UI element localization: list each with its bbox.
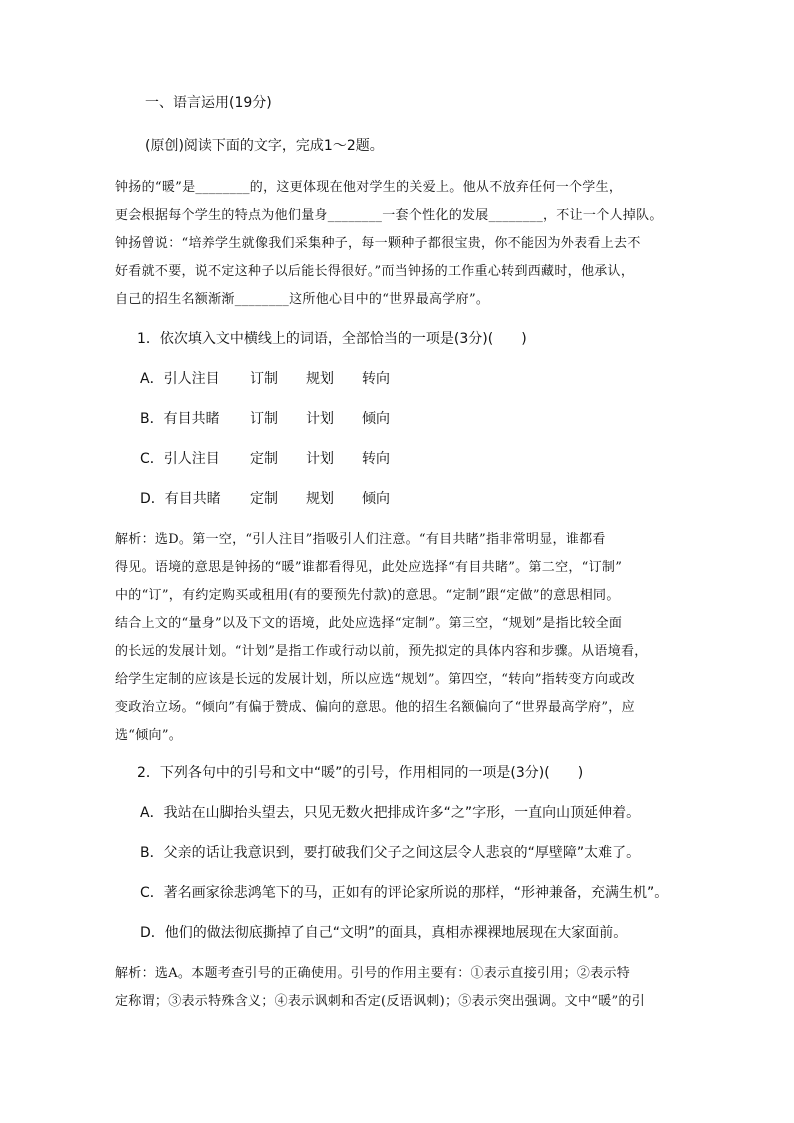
option-label: A．引人注目 [140, 371, 220, 387]
passage-line: 自己的招生名额渐渐________这所他心目中的“世界最高学府”。 [115, 292, 490, 307]
q2-option-d: D．他们的做法彻底撕掉了自己“文明”的面具，真相赤裸裸地展现在大家面前。 [140, 925, 628, 941]
analysis-line: 选“倾向”。 [115, 728, 183, 743]
analysis-line: 解析：选A。本题考查引号的正确使用。引号的作用主要有：①表示直接引用；②表示特 [115, 966, 631, 981]
option-label: D．有目共睹 [140, 491, 221, 507]
option-word: 倾向 [362, 411, 390, 427]
reading-passage [115, 174, 690, 314]
passage-line: 钟扬的“暖”是________的，这更体现在他对学生的关爱上。他从不放弃任何一个学生， [115, 180, 623, 195]
passage-line: 好看就不要，说不定这种子以后能长得很好。”而当钟扬的工作重心转到西藏时，他承认， [115, 264, 635, 279]
option-word: 订制 [250, 411, 278, 427]
passage-line: 钟扬曾说：“培养学生就像我们采集种子，每一颗种子都很宝贵，你不能因为外表看上去不 [115, 236, 641, 251]
passage-line: 更会根据每个学生的特点为他们量身________一套个性化的发展________，不让一个人掉队。 [115, 208, 663, 223]
analysis-line: 的长远的发展计划。“计划”是指工作或行动以前，预先拟定的具体内容和步骤。从语境看， [115, 644, 648, 659]
q1-analysis [115, 526, 690, 750]
option-word: 规划 [306, 371, 334, 387]
option-word: 计划 [306, 411, 334, 427]
q2-option-b: B．父亲的话让我意识到，要打破我们父子之间这层令人悲哀的“厚壁障”太难了。 [140, 845, 641, 861]
option-word: 转向 [362, 371, 390, 387]
option-word: 规划 [306, 491, 334, 507]
q2-option-a: A．我站在山脚抬头望去，只见无数火把排成许多“之”字形，一直向山顶延伸着。 [140, 805, 641, 821]
analysis-line: 中的“订”，有约定购买或租用(有的要预先付款)的意思。“定制”跟“定做”的意思相同。 [115, 588, 620, 603]
option-word: 计划 [306, 451, 334, 467]
q1-option-d [140, 488, 390, 508]
question-2-stem: 2．下列各句中的引号和文中“暖”的引号，作用相同的一项是(3分)( ) [137, 765, 584, 781]
option-word: 定制 [250, 491, 278, 507]
analysis-line: 定称谓；③表示特殊含义；④表示讽刺和否定(反语讽刺)；⑤表示突出强调。文中“暖”的引 [115, 994, 646, 1009]
analysis-line: 结合上文的“量身”以及下文的语境，此处应选择“定制”。第三空，“规划”是指比较全面 [115, 616, 623, 631]
section-title: 一、语言运用(19分) [145, 95, 272, 111]
q1-option-b [140, 408, 390, 428]
q1-option-c [140, 448, 390, 468]
reading-instruction: (原创)阅读下面的文字，完成1～2题。 [145, 138, 384, 154]
analysis-line: 解析：选D。第一空，“引人注目”指吸引人们注意。“有目共睹”指非常明显，谁都看 [115, 532, 606, 547]
q2-option-c: C．著名画家徐悲鸿笔下的马，正如有的评论家所说的那样，“形神兼备，充满生机”。 [140, 885, 669, 901]
q2-analysis [115, 960, 690, 1016]
option-word: 订制 [250, 371, 278, 387]
option-word: 转向 [362, 451, 390, 467]
analysis-line: 得见。语境的意思是钟扬的“暖”谁都看得见，此处应选择“有目共睹”。第二空，“订制” [115, 560, 623, 575]
q1-option-a [140, 368, 390, 388]
option-word: 倾向 [362, 491, 390, 507]
analysis-line: 变政治立场。“倾向”有偏于赞成、偏向的意思。他的招生名额偏向了“世界最高学府”，应 [115, 700, 635, 715]
option-word: 定制 [250, 451, 278, 467]
question-1-stem: 1．依次填入文中横线上的词语，全部恰当的一项是(3分)( ) [137, 331, 527, 347]
option-label: C．引人注目 [140, 451, 220, 467]
analysis-line: 给学生定制的应该是长远的发展计划，所以应选“规划”。第四空，“转向”指转变方向或改 [115, 672, 635, 687]
option-label: B．有目共睹 [140, 411, 220, 427]
